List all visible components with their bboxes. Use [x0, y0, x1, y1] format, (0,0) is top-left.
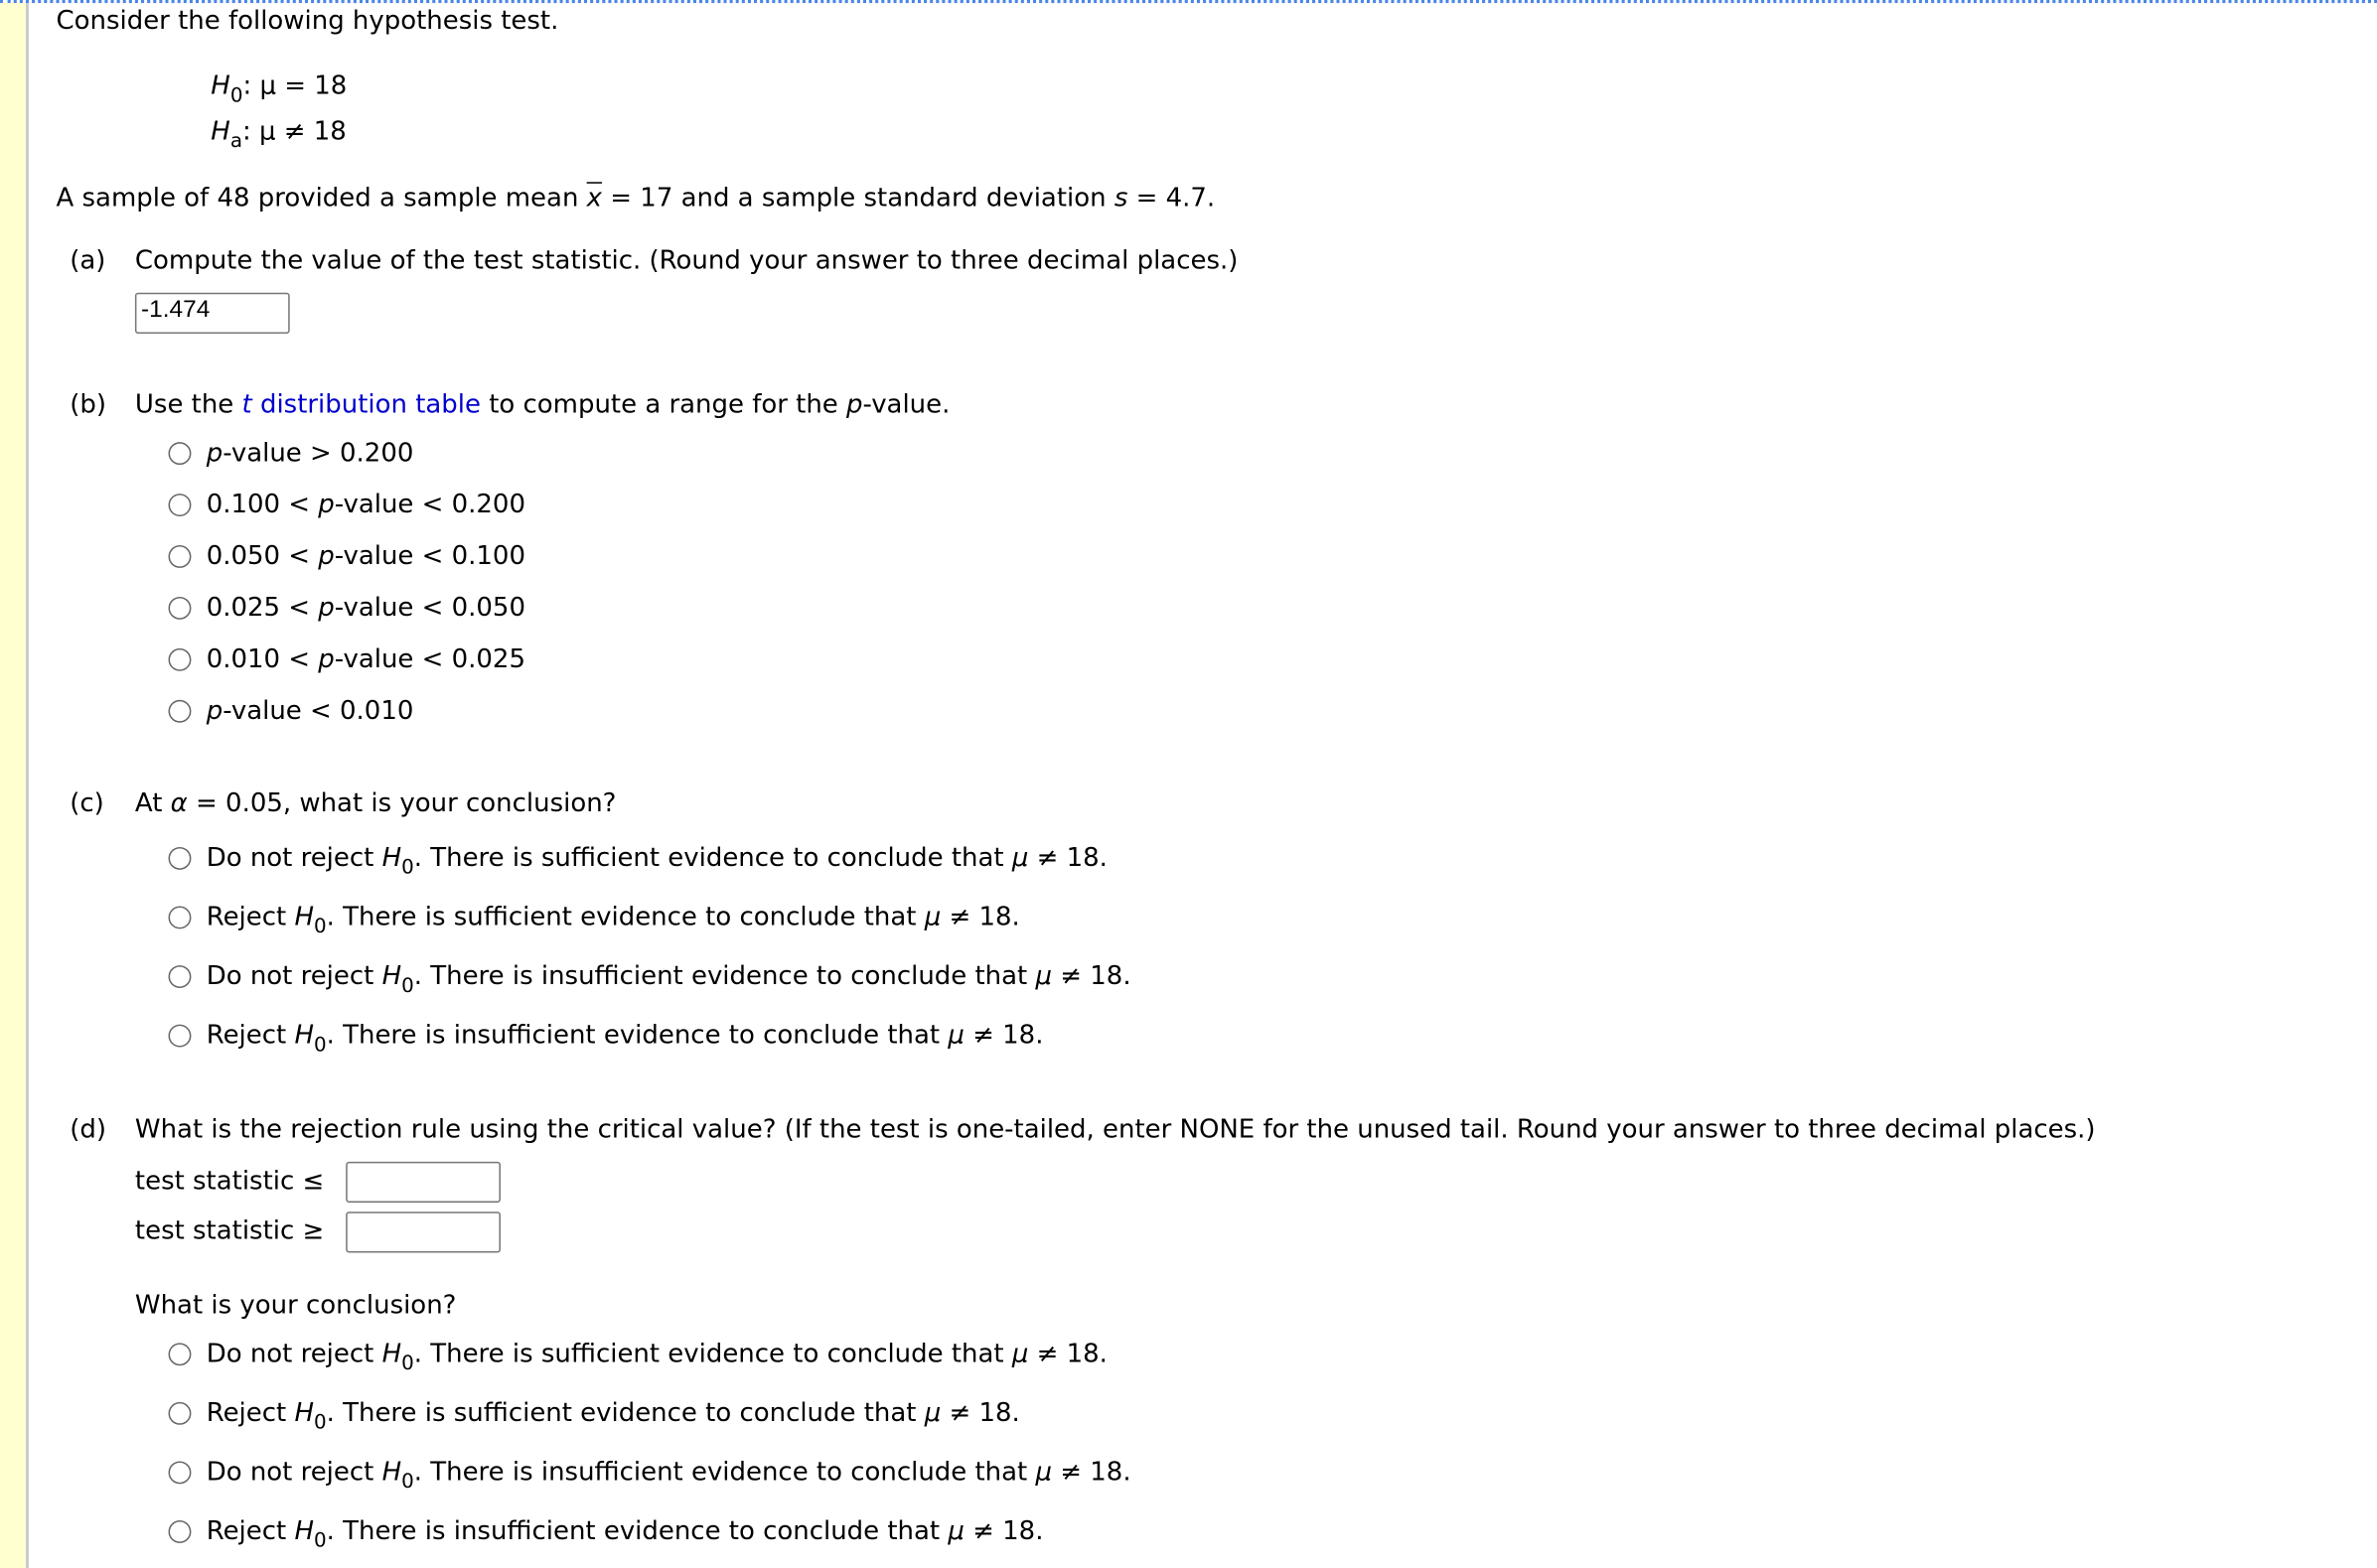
- lower-rule-label: test statistic ≤: [134, 1166, 325, 1197]
- p-value-radio[interactable]: [169, 442, 192, 465]
- part-c-question: At α = 0.05, what is your conclusion?: [134, 788, 617, 819]
- alt-hypothesis: $H_a$: μ ≠ 18: [211, 116, 347, 154]
- part-c-conclusion-label: Reject $H_0$. There is insufficient evidence to conclude that μ ≠ 18.: [206, 1020, 1044, 1058]
- sample-description: A sample of 48 provided a sample mean $\overline{x} = 17$ and a sample standard deviation s = 4.7.: [56, 183, 1216, 214]
- p-value-radio[interactable]: [169, 648, 192, 671]
- part-c-conclusion-label: Do not reject $H_0$. There is insufficient evidence to conclude that μ ≠ 18.: [206, 961, 1131, 998]
- part-d-conclusion-radio[interactable]: [169, 1343, 192, 1365]
- part-c-tag: (c): [70, 788, 104, 819]
- part-d-conclusion-label: Reject $H_0$. There is insufficient evidence to conclude that μ ≠ 18.: [206, 1516, 1044, 1553]
- part-d-conclusion-label: Reject $H_0$. There is sufficient evidence to conclude that μ ≠ 18.: [206, 1398, 1020, 1435]
- null-hypothesis: $H_0$: μ = 18: [211, 71, 348, 108]
- part-c-conclusion-label: Do not reject $H_0$. There is sufficient evidence to conclude that μ ≠ 18.: [206, 843, 1108, 880]
- part-d-conclusion-radio[interactable]: [169, 1520, 192, 1543]
- test-statistic-input[interactable]: -1.474: [135, 293, 290, 334]
- p-value-option-label: p-value > 0.200: [206, 438, 414, 469]
- part-d-tag: (d): [70, 1114, 106, 1146]
- part-d-conclusion-radio[interactable]: [169, 1461, 192, 1484]
- p-value-radio[interactable]: [169, 494, 192, 516]
- part-c-conclusion-radio[interactable]: [169, 1025, 192, 1048]
- p-value-option-label: p-value < 0.010: [206, 695, 414, 727]
- top-dotted-border: [0, 0, 2377, 3]
- part-a-question: Compute the value of the test statistic. (Round your answer to three decimal places.): [134, 245, 1239, 276]
- p-value-option-label: 0.050 < p-value < 0.100: [206, 541, 525, 572]
- part-b-question: Use the t distribution table to compute a range for the p-value.: [134, 389, 951, 421]
- part-c-conclusion-label: Reject $H_0$. There is sufficient evidence to conclude that μ ≠ 18.: [206, 902, 1020, 939]
- part-d-conclusion-label: Do not reject $H_0$. There is insufficient evidence to conclude that μ ≠ 18.: [206, 1457, 1131, 1495]
- part-c-conclusion-radio[interactable]: [169, 847, 192, 870]
- part-c-conclusion-radio[interactable]: [169, 965, 192, 988]
- upper-rule-label: test statistic ≥: [134, 1215, 325, 1247]
- intro-text: Consider the following hypothesis test.: [56, 6, 559, 37]
- p-value-radio[interactable]: [169, 700, 192, 723]
- p-value-option-label: 0.010 < p-value < 0.025: [206, 644, 525, 675]
- upper-critical-input[interactable]: [346, 1212, 501, 1252]
- part-b-tag: (b): [70, 389, 106, 421]
- p-value-radio[interactable]: [169, 545, 192, 568]
- part-d-conclusion-question: What is your conclusion?: [134, 1290, 457, 1322]
- part-d-conclusion-label: Do not reject $H_0$. There is sufficient evidence to conclude that μ ≠ 18.: [206, 1339, 1108, 1376]
- p-value-option-label: 0.025 < p-value < 0.050: [206, 593, 525, 624]
- p-value-option-label: 0.100 < p-value < 0.200: [206, 490, 525, 520]
- part-d-question: What is the rejection rule using the critical value? (If the test is one-tailed, enter NONE for the unused tail. Round your answer to three decimal places.): [134, 1114, 2096, 1146]
- t-distribution-table-link[interactable]: t distribution table: [241, 389, 481, 421]
- p-value-radio[interactable]: [169, 597, 192, 620]
- part-a-tag: (a): [70, 245, 106, 276]
- part-c-conclusion-radio[interactable]: [169, 907, 192, 929]
- part-d-conclusion-radio[interactable]: [169, 1402, 192, 1425]
- left-margin-bar: [0, 3, 29, 1568]
- lower-critical-input[interactable]: [346, 1162, 501, 1203]
